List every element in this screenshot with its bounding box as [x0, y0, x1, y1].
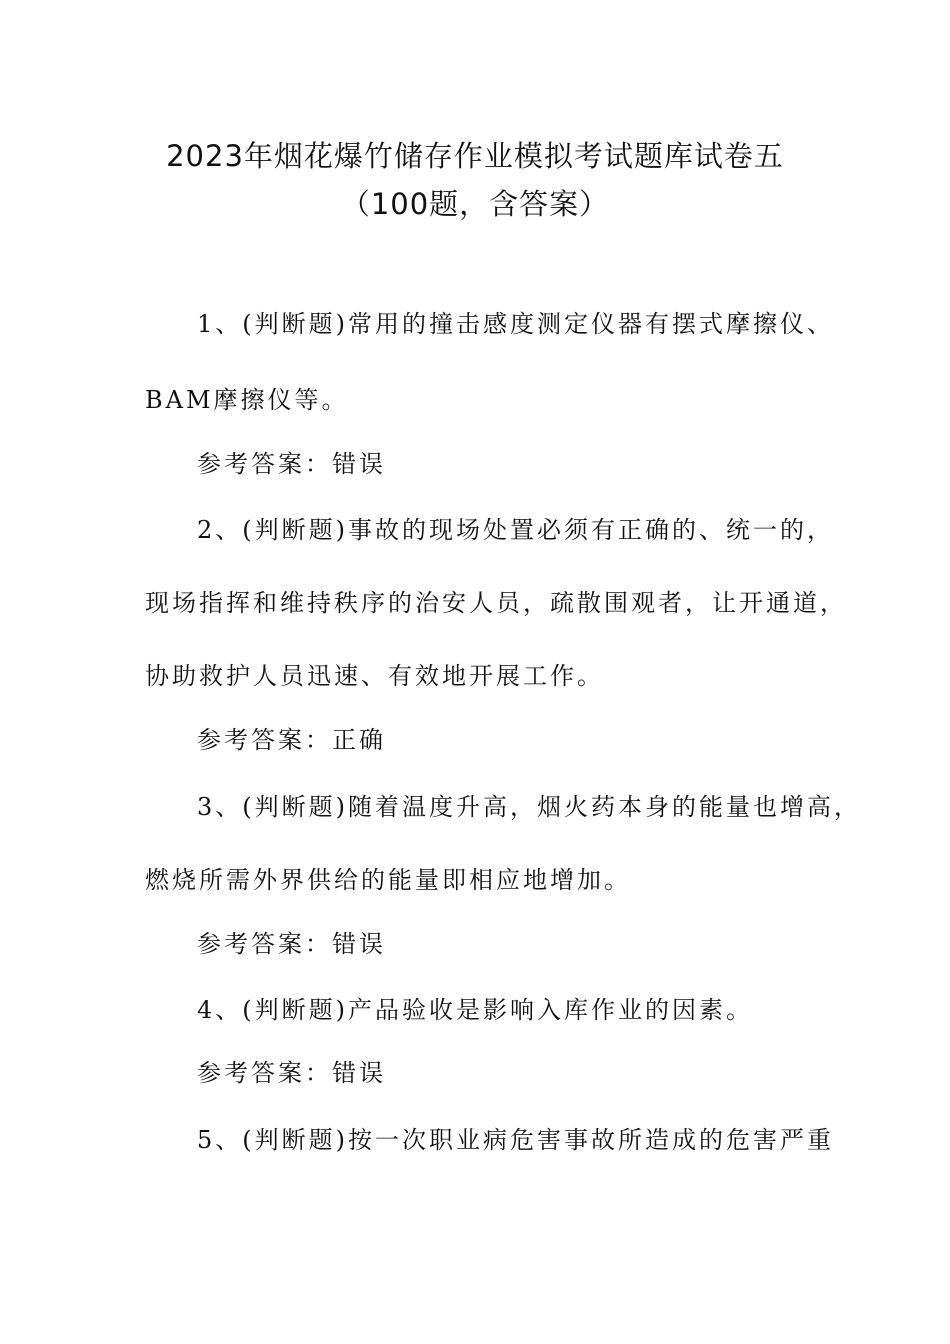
document-subtitle: （100题，含答案）	[340, 187, 610, 221]
question-3-line-2: 燃烧所需外界供给的能量即相应地增加。	[145, 866, 631, 894]
question-4-answer: 参考答案：错误	[197, 1059, 386, 1087]
question-2-line-3: 协助救护人员迅速、有效地开展工作。	[145, 662, 604, 690]
question-2-line-1: 2、(判断题)事故的现场处置必须有正确的、统一的，	[197, 516, 834, 544]
question-5-line-1: 5、(判断题)按一次职业病危害事故所造成的危害严重	[197, 1126, 834, 1154]
question-1-line-1: 1、(判断题)常用的撞击感度测定仪器有摆式摩擦仪、	[197, 310, 834, 338]
question-1-answer: 参考答案：错误	[197, 450, 386, 478]
document-title: 2023年烟花爆竹储存作业模拟考试题库试卷五	[166, 139, 784, 173]
question-3-answer: 参考答案：错误	[197, 930, 386, 958]
question-1-line-2: BAM摩擦仪等。	[145, 386, 349, 414]
question-2-answer: 参考答案：正确	[197, 726, 386, 754]
question-2-line-2: 现场指挥和维持秩序的治安人员，疏散围观者，让开通道，	[145, 589, 847, 617]
question-4-line-1: 4、(判断题)产品验收是影响入库作业的因素。	[197, 996, 753, 1024]
question-3-line-1: 3、(判断题)随着温度升高，烟火药本身的能量也增高，	[197, 793, 861, 821]
